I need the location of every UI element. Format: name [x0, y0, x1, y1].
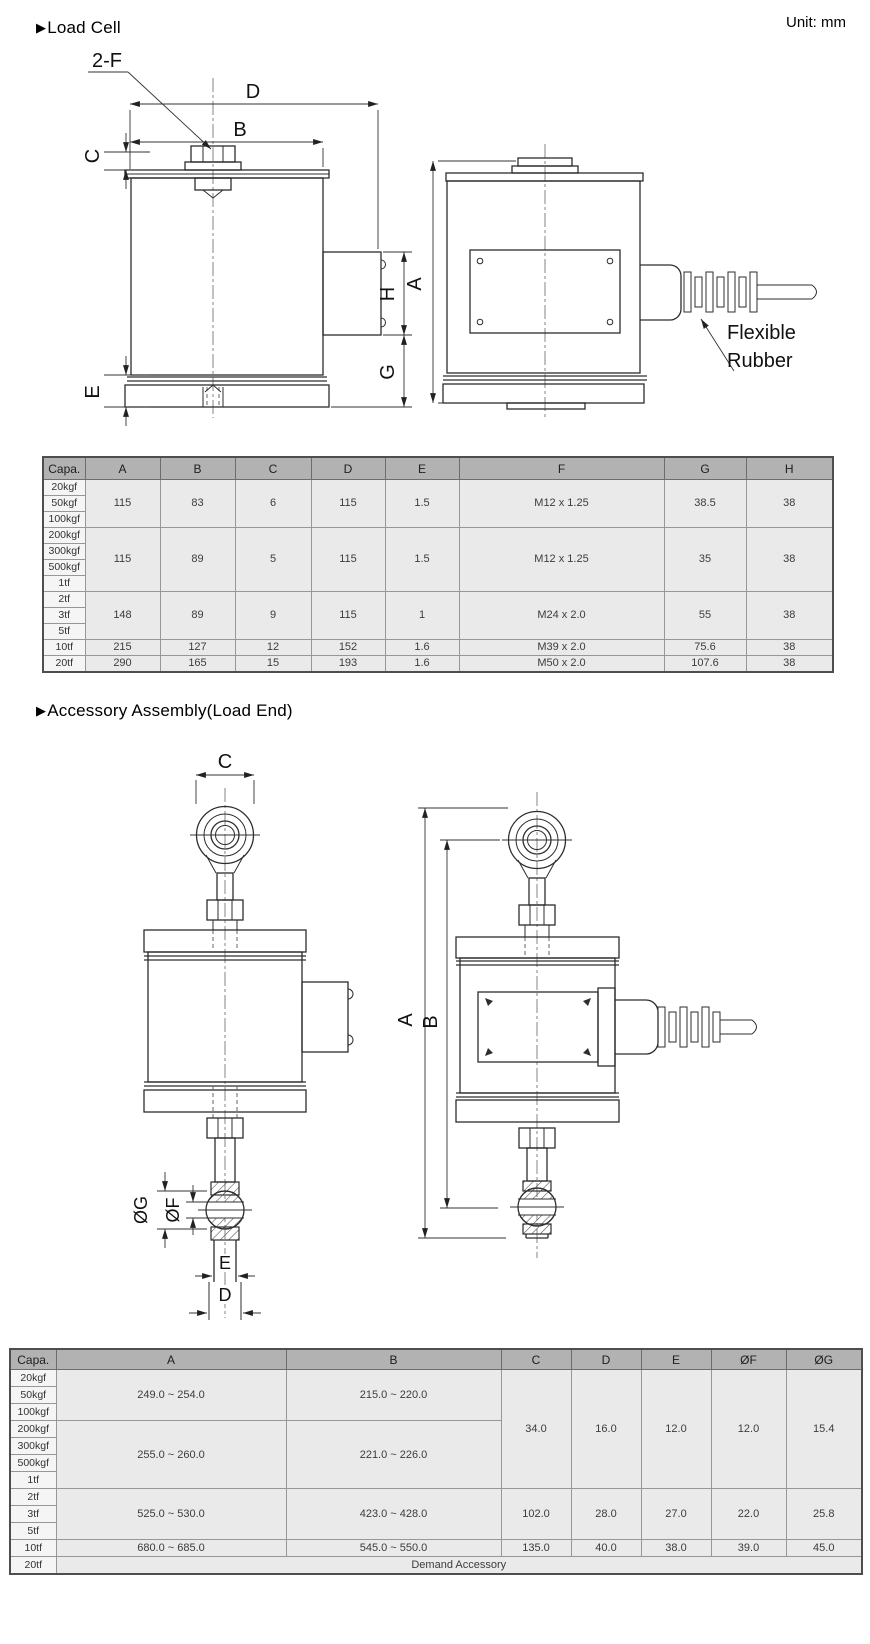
col-header-a: A — [56, 1349, 286, 1370]
value-cell: 127 — [160, 640, 235, 656]
col-header-c: C — [501, 1349, 571, 1370]
capacity-cell: 3tf — [43, 608, 85, 624]
dim-label-e: E — [218, 1253, 232, 1273]
value-cell: 38 — [746, 656, 833, 673]
dim-label-c: C — [217, 751, 233, 773]
table-row — [10, 1370, 862, 1387]
dim-label-c: C — [82, 148, 104, 164]
capacity-cell: 500kgf — [10, 1455, 56, 1472]
capacity-cell: 1tf — [43, 576, 85, 592]
value-cell: 1.6 — [385, 656, 459, 673]
section1-title — [36, 18, 121, 38]
value-cell: 115 — [85, 480, 160, 528]
capacity-cell: 20tf — [43, 656, 85, 673]
capacity-cell: 50kgf — [43, 496, 85, 512]
value-cell: 38 — [746, 592, 833, 640]
table-row — [43, 528, 833, 544]
value-cell: 9 — [235, 592, 311, 640]
value-cell: 152 — [311, 640, 385, 656]
value-cell: 525.0 ~ 530.0 — [56, 1489, 286, 1540]
table-row — [10, 1489, 862, 1506]
col-header-e: E — [641, 1349, 711, 1370]
col-header-a: A — [85, 457, 160, 480]
value-cell: 148 — [85, 592, 160, 640]
table-row — [10, 1540, 862, 1557]
assembly-side-dimensions — [131, 1172, 261, 1320]
table-header-row — [43, 457, 833, 480]
value-cell: M24 x 2.0 — [459, 592, 664, 640]
value-cell: 12 — [235, 640, 311, 656]
col-header-g: G — [664, 457, 746, 480]
dim-label-of: ØF — [163, 1197, 183, 1223]
value-cell: 165 — [160, 656, 235, 673]
dim-label-h: H — [377, 286, 399, 302]
table-header-row — [10, 1349, 862, 1370]
col-header-capa: Capa. — [43, 457, 85, 480]
value-cell: 89 — [160, 592, 235, 640]
value-cell: 680.0 ~ 685.0 — [56, 1540, 286, 1557]
value-cell: 34.0 — [501, 1370, 571, 1489]
col-header-d: D — [311, 457, 385, 480]
demand-accessory-cell: Demand Accessory — [56, 1557, 862, 1575]
value-cell: 45.0 — [786, 1540, 862, 1557]
value-cell: M12 x 1.25 — [459, 528, 664, 592]
capacity-cell: 5tf — [10, 1523, 56, 1540]
dim-label-g: G — [377, 364, 399, 380]
value-cell: M39 x 2.0 — [459, 640, 664, 656]
value-cell: 115 — [85, 528, 160, 592]
capacity-cell: 200kgf — [10, 1421, 56, 1438]
value-cell: 107.6 — [664, 656, 746, 673]
col-header-b: B — [286, 1349, 501, 1370]
col-header-f: F — [459, 457, 664, 480]
value-cell: 215 — [85, 640, 160, 656]
capacity-cell: 10tf — [43, 640, 85, 656]
value-cell: 89 — [160, 528, 235, 592]
col-header-capa: Capa. — [10, 1349, 56, 1370]
value-cell: 35 — [664, 528, 746, 592]
dim-label-d: D — [245, 81, 261, 103]
load-cell-dimension-table — [42, 456, 834, 673]
col-header-h: H — [746, 457, 833, 480]
assembly-side-view — [144, 751, 353, 1318]
value-cell: M12 x 1.25 — [459, 480, 664, 528]
value-cell: 55 — [664, 592, 746, 640]
value-cell: 39.0 — [711, 1540, 786, 1557]
value-cell: 25.8 — [786, 1489, 862, 1540]
value-cell: 193 — [311, 656, 385, 673]
value-cell: 1.5 — [385, 528, 459, 592]
load-cell-side-view — [125, 78, 386, 418]
capacity-cell: 100kgf — [10, 1404, 56, 1421]
value-cell: 221.0 ~ 226.0 — [286, 1421, 501, 1489]
col-header-e: E — [385, 457, 459, 480]
value-cell: 249.0 ~ 254.0 — [56, 1370, 286, 1421]
section2-title — [36, 701, 293, 721]
flexible-rubber-label-line1: Flexible — [727, 322, 796, 344]
value-cell: 75.6 — [664, 640, 746, 656]
bolt-callout-2f: 2-F — [92, 50, 122, 72]
capacity-cell: 100kgf — [43, 512, 85, 528]
section1-title-text: Load Cell — [47, 18, 121, 37]
value-cell: 22.0 — [711, 1489, 786, 1540]
col-header-og: ØG — [786, 1349, 862, 1370]
value-cell: 15.4 — [786, 1370, 862, 1489]
value-cell: 255.0 ~ 260.0 — [56, 1421, 286, 1489]
dim-label-b: B — [233, 119, 247, 141]
dim-label-a: A — [395, 1013, 417, 1027]
value-cell: 115 — [311, 528, 385, 592]
value-cell: 16.0 — [571, 1370, 641, 1489]
value-cell: 115 — [311, 592, 385, 640]
table-row — [43, 480, 833, 496]
value-cell: 38 — [746, 640, 833, 656]
value-cell: 38.0 — [641, 1540, 711, 1557]
capacity-cell: 10tf — [10, 1540, 56, 1557]
value-cell: 290 — [85, 656, 160, 673]
dim-label-a: A — [404, 277, 426, 291]
value-cell: 38.5 — [664, 480, 746, 528]
capacity-cell: 20kgf — [10, 1370, 56, 1387]
value-cell: 135.0 — [501, 1540, 571, 1557]
capacity-cell: 3tf — [10, 1506, 56, 1523]
flexible-rubber-callout — [701, 319, 796, 372]
dim-label-d: D — [218, 1285, 232, 1305]
table-row — [43, 656, 833, 673]
capacity-cell: 5tf — [43, 624, 85, 640]
capacity-cell: 300kgf — [43, 544, 85, 560]
col-header-d: D — [571, 1349, 641, 1370]
capacity-cell: 1tf — [10, 1472, 56, 1489]
table-row — [43, 640, 833, 656]
value-cell: 1 — [385, 592, 459, 640]
col-header-b: B — [160, 457, 235, 480]
table-row — [43, 592, 833, 608]
load-cell-drawings — [0, 40, 870, 452]
value-cell: 6 — [235, 480, 311, 528]
value-cell: 215.0 ~ 220.0 — [286, 1370, 501, 1421]
value-cell: 1.6 — [385, 640, 459, 656]
value-cell: 115 — [311, 480, 385, 528]
capacity-cell: 20kgf — [43, 480, 85, 496]
value-cell: 38 — [746, 528, 833, 592]
table-row — [10, 1557, 862, 1575]
value-cell: 15 — [235, 656, 311, 673]
value-cell: 423.0 ~ 428.0 — [286, 1489, 501, 1540]
value-cell: 102.0 — [501, 1489, 571, 1540]
value-cell: 545.0 ~ 550.0 — [286, 1540, 501, 1557]
dim-label-e: E — [82, 385, 104, 399]
col-header-c: C — [235, 457, 311, 480]
capacity-cell: 200kgf — [43, 528, 85, 544]
assembly-front-view — [395, 792, 757, 1258]
accessory-assembly-table — [9, 1348, 863, 1575]
value-cell: 5 — [235, 528, 311, 592]
capacity-cell: 2tf — [10, 1489, 56, 1506]
capacity-cell: 300kgf — [10, 1438, 56, 1455]
capacity-cell: 50kgf — [10, 1387, 56, 1404]
value-cell: 38 — [746, 480, 833, 528]
load-cell-front-view — [404, 144, 817, 420]
value-cell: 27.0 — [641, 1489, 711, 1540]
dim-label-b: B — [420, 1015, 442, 1029]
value-cell: 1.5 — [385, 480, 459, 528]
unit-label: Unit: mm — [786, 14, 846, 31]
bullet-triangle-icon: ▶ — [36, 703, 47, 718]
value-cell: 40.0 — [571, 1540, 641, 1557]
flexible-rubber-label-line2: Rubber — [727, 350, 793, 372]
value-cell: 83 — [160, 480, 235, 528]
capacity-cell: 20tf — [10, 1557, 56, 1575]
capacity-cell: 500kgf — [43, 560, 85, 576]
value-cell: 12.0 — [641, 1370, 711, 1489]
value-cell: 12.0 — [711, 1370, 786, 1489]
section2-title-text: Accessory Assembly(Load End) — [47, 701, 293, 720]
capacity-cell: 2tf — [43, 592, 85, 608]
col-header-of: ØF — [711, 1349, 786, 1370]
bullet-triangle-icon: ▶ — [36, 20, 47, 35]
accessory-assembly-drawings — [0, 730, 870, 1342]
value-cell: 28.0 — [571, 1489, 641, 1540]
value-cell: M50 x 2.0 — [459, 656, 664, 673]
dim-label-og: ØG — [131, 1195, 151, 1225]
